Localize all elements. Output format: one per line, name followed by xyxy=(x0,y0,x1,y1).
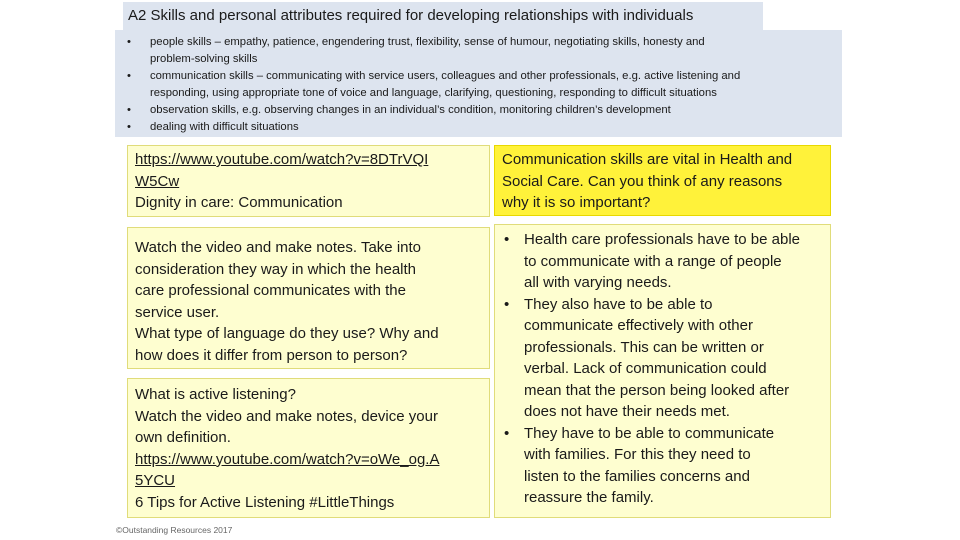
video-link[interactable]: https://www.youtube.com/watch?v=8DTrVQI W5Cw xyxy=(135,151,429,190)
listening-line: own definition. xyxy=(135,429,231,446)
bullet-icon: • xyxy=(127,36,131,48)
notes-line: how does it differ from person to person? xyxy=(135,346,408,364)
answer-item: • They also have to be able to communicate effectively with other professionals. This can be written or verbal. Lack of communication could mean that the person being looked after does not have their needs met. xyxy=(504,295,790,420)
video-box xyxy=(127,145,490,217)
attribute-line: problem-solving skills xyxy=(150,53,258,65)
notes-line: What type of language do they use? Why and xyxy=(135,325,439,342)
video-caption: Dignity in care: Communication xyxy=(135,194,343,211)
attribute-line: people skills – empathy, patience, engendering trust, flexibility, sense of humour, negotiating skills, honesty and xyxy=(150,36,705,48)
answer-item: • Health care professionals have to be able to communicate with a range of people all with varying needs. xyxy=(504,231,801,291)
attribute-line: observation skills, e.g. observing changes in an individual’s condition, monitoring children’s development xyxy=(150,104,671,116)
listening-video-link[interactable]: https://www.youtube.com/watch?v=oWe_og.A 5YCU xyxy=(135,450,440,489)
notes-line: service user. xyxy=(135,303,220,321)
question-line: why it is so important? xyxy=(502,194,651,211)
question-line: Communication skills are vital in Health and xyxy=(502,151,793,168)
bullet-icon: • xyxy=(504,295,510,313)
question-box xyxy=(494,145,831,216)
answer-list xyxy=(502,229,832,509)
notes-line: Watch the video and make notes. Take into xyxy=(135,239,422,256)
listening-box xyxy=(127,378,490,518)
page-title: A2 Skills and personal attributes required for developing relationships with individuals xyxy=(123,2,763,30)
bullet-icon: • xyxy=(127,70,131,82)
attribute-line: responding, using appropriate tone of voice and language, clarifying, questioning, responding to difficult situations xyxy=(150,87,717,99)
bullet-icon: • xyxy=(504,231,510,248)
listening-question: What is active listening? xyxy=(135,386,296,403)
notes-box xyxy=(127,227,490,369)
bullet-icon: • xyxy=(127,121,131,133)
listening-caption: 6 Tips for Active Listening #LittleThings xyxy=(135,493,395,511)
attribute-line: communication skills – communicating with service users, colleagues and other professionals, e.g. active listening and xyxy=(150,70,741,82)
notes-line: care professional communicates with the xyxy=(135,282,406,299)
notes-line: consideration they way in which the health xyxy=(135,260,417,278)
bullet-icon: • xyxy=(504,424,510,442)
copyright-footer: ©Outstanding Resources 2017 xyxy=(116,525,233,535)
bullet-icon: • xyxy=(127,104,131,116)
listening-line: Watch the video and make notes, device your xyxy=(135,407,438,425)
question-line: Social Care. Can you think of any reasons xyxy=(502,172,783,190)
attribute-line: dealing with difficult situations xyxy=(150,121,299,133)
answer-item: • They have to be able to communicate with families. For this they need to listen to the families concerns and reassure the family. xyxy=(504,424,775,506)
